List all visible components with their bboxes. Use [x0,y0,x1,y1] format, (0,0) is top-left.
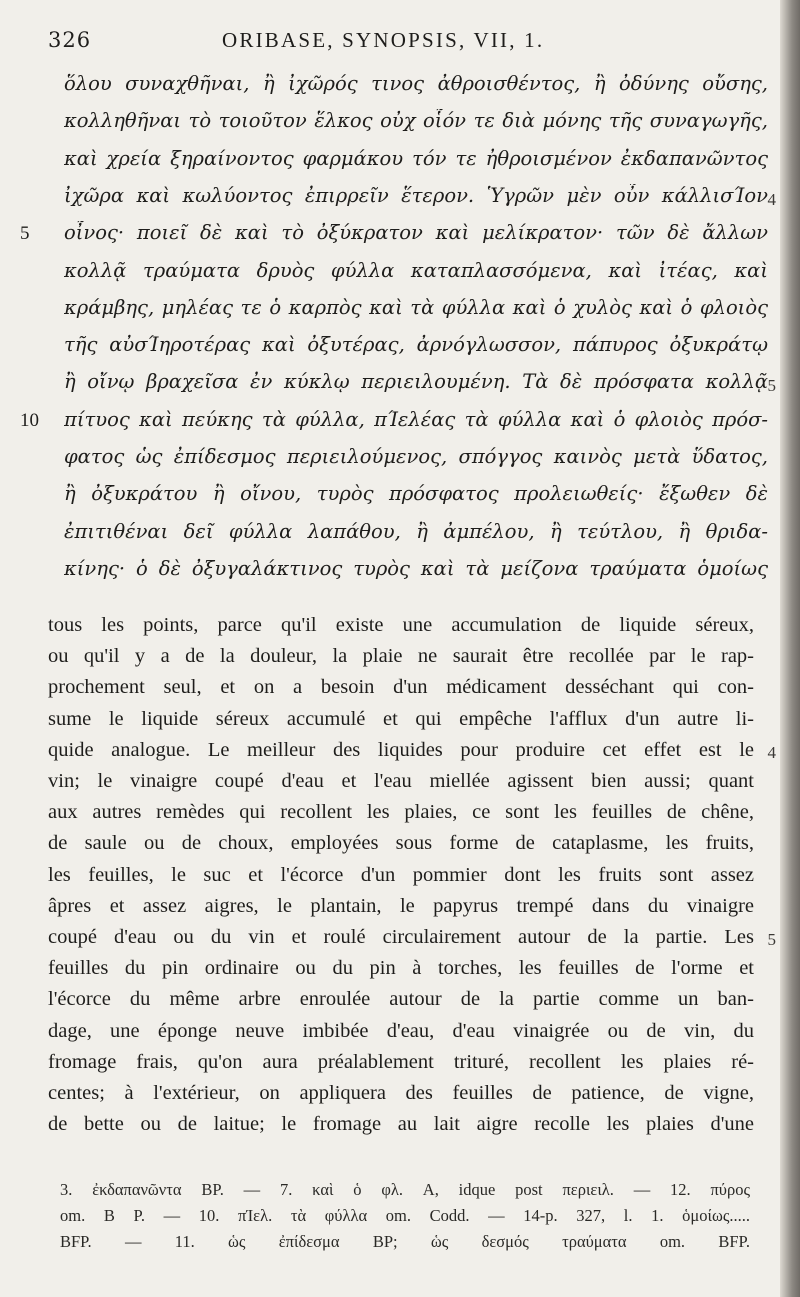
greek-line: καὶ χρεία ξηραίνοντος φαρμάκου τόν τε ἠθροισμένον ἐκδαπανῶντος [64,146,768,170]
line-number: 5 [20,223,30,245]
french-line: fromage frais, qu'on aura préalablement trituré, recollent les plaies ré- [48,1050,754,1073]
french-line: de bette ou de laitue; le fromage au lait aigre recolle les plaies d'une [48,1113,754,1136]
running-title: ORIBASE, SYNOPSIS, VII, 1. [222,28,545,52]
footnote-line: 3. ἐκδαπανῶντα BP. — 7. καὶ ὁ φλ. A, idque post περιειλ. — 12. πύρος [60,1180,750,1199]
margin-reference-number: 5 [767,376,776,396]
greek-line: κολληθῆναι τὸ τοιοῦτον ἕλκος οὐχ οἷόν τε διὰ μόνης τῆς συναγωγῆς, [64,109,768,133]
french-line: les feuilles, le suc et l'écorce d'un pommier dont les fruits sont assez [48,863,754,886]
greek-line: οἶνος· ποιεῖ δὲ καὶ τὸ ὀξύκρατον καὶ μελίκρατον· τῶν δὲ ἄλλων [64,221,768,245]
margin-reference-number: 4 [767,742,776,762]
greek-line: κίνης· ὁ δὲ ὀξυγαλάκτινος τυρὸς καὶ τὰ μείζονα τραύματα ὁμοίως [64,556,768,580]
page-header [0,28,800,58]
french-line: âpres et assez aigres, le plantain, le papyrus trempé dans du vinaigre [48,894,754,917]
line-number: 10 [20,409,39,431]
french-line: vin; le vinaigre coupé d'eau et l'eau miellée agissent bien aussi; quant [48,770,754,792]
footnote-line: BFP. — 11. ὡς ἐπίδεσμα BP; ὡς δεσμός τραύματα om. BFP. [60,1232,750,1251]
french-line: coupé d'eau ou du vin et roulé circulairement autour de la partie. Les [48,926,754,948]
french-line: de saule ou de choux, employées sous forme de cataplasme, les fruits, [48,832,754,855]
french-line: prochement seul, et on a besoin d'un médicament desséchant qui con- [48,676,754,699]
greek-line: ἢ ὀξυκράτου ἢ οἴνου, τυρὸς πρόσφατος προλειωθείς· ἔξωθεν δὲ [64,482,768,506]
greek-line: ἰχῶρα καὶ κωλύοντος ἐπιρρεῖν ἕτερον. Ὑγρῶν μὲν οὖν κάλλισΊον [64,183,768,207]
french-line: sume le liquide séreux accumulé et qui empêche l'afflux d'un autre li- [48,707,754,730]
greek-line: κράμβης, μηλέας τε ὁ καρπὸς καὶ τὰ φύλλα καὶ ὁ χυλὸς καὶ ὁ φλοιὸς [64,295,768,319]
french-line: centes; à l'extérieur, on appliquera des feuilles de patience, de vigne, [48,1082,754,1104]
footnote-line: om. B P. — 10. πΊελ. τὰ φύλλα om. Codd. — 14-p. 327, l. 1. ὁμοίως..... [60,1206,750,1225]
greek-line: φατος ὡς ἐπίδεσμος περιειλούμενος, σπόγγος καινὸς μετὰ ὕδατος, [64,445,768,468]
french-line: dage, une éponge neuve imbibée d'eau, d'eau vinaigrée ou de vin, du [48,1019,754,1042]
greek-line: τῆς αὐσΊηροτέρας καὶ ὀξυτέρας, ἀρνόγλωσσον, πάπυρος ὀξυκράτῳ [64,333,768,357]
greek-line: ἢ οἴνῳ βραχεῖσα ἐν κύκλῳ περιειλουμένη. Τὰ δὲ πρόσφατα κολλᾷ [64,370,768,394]
french-line: l'écorce du même arbre enroulée autour de la partie comme un ban- [48,988,754,1011]
french-line: feuilles du pin ordinaire ou du pin à torches, les feuilles de l'orme et [48,957,754,980]
french-line: tous les points, parce qu'il existe une accumulation de liquide séreux, [48,614,754,636]
greek-line: ἐπιτιθέναι δεῖ φύλλα λαπάθου, ἢ ἀμπέλου, ἢ τεύτλου, ἢ θριδα- [64,519,768,543]
greek-line: ὅλου συναχθῆναι, ἢ ἰχῶρός τινος ἀθροισθέντος, ἢ ὀδύνης οὔσης, [64,72,768,95]
french-line: ou qu'il y a de la douleur, la plaie ne saurait être recollée par le rap- [48,645,754,668]
french-line: quide analogue. Le meilleur des liquides pour produire cet effet est le [48,738,754,761]
greek-line: πίτυος καὶ πεύκης τὰ φύλλα, πΊελέας τὰ φύλλα καὶ ὁ φλοιὸς πρόσ- [64,407,768,431]
greek-line: κολλᾷ τραύματα δρυὸς φύλλα καταπλασσόμενα, καὶ ἰτέας, καὶ [64,258,768,282]
french-line: aux autres remèdes qui recollent les plaies, ce sont les feuilles de chêne, [48,801,754,824]
page-edge-shadow [780,0,800,1297]
margin-reference-number: 4 [767,189,776,209]
page-number: 326 [48,28,92,52]
margin-reference-number: 5 [767,930,776,949]
